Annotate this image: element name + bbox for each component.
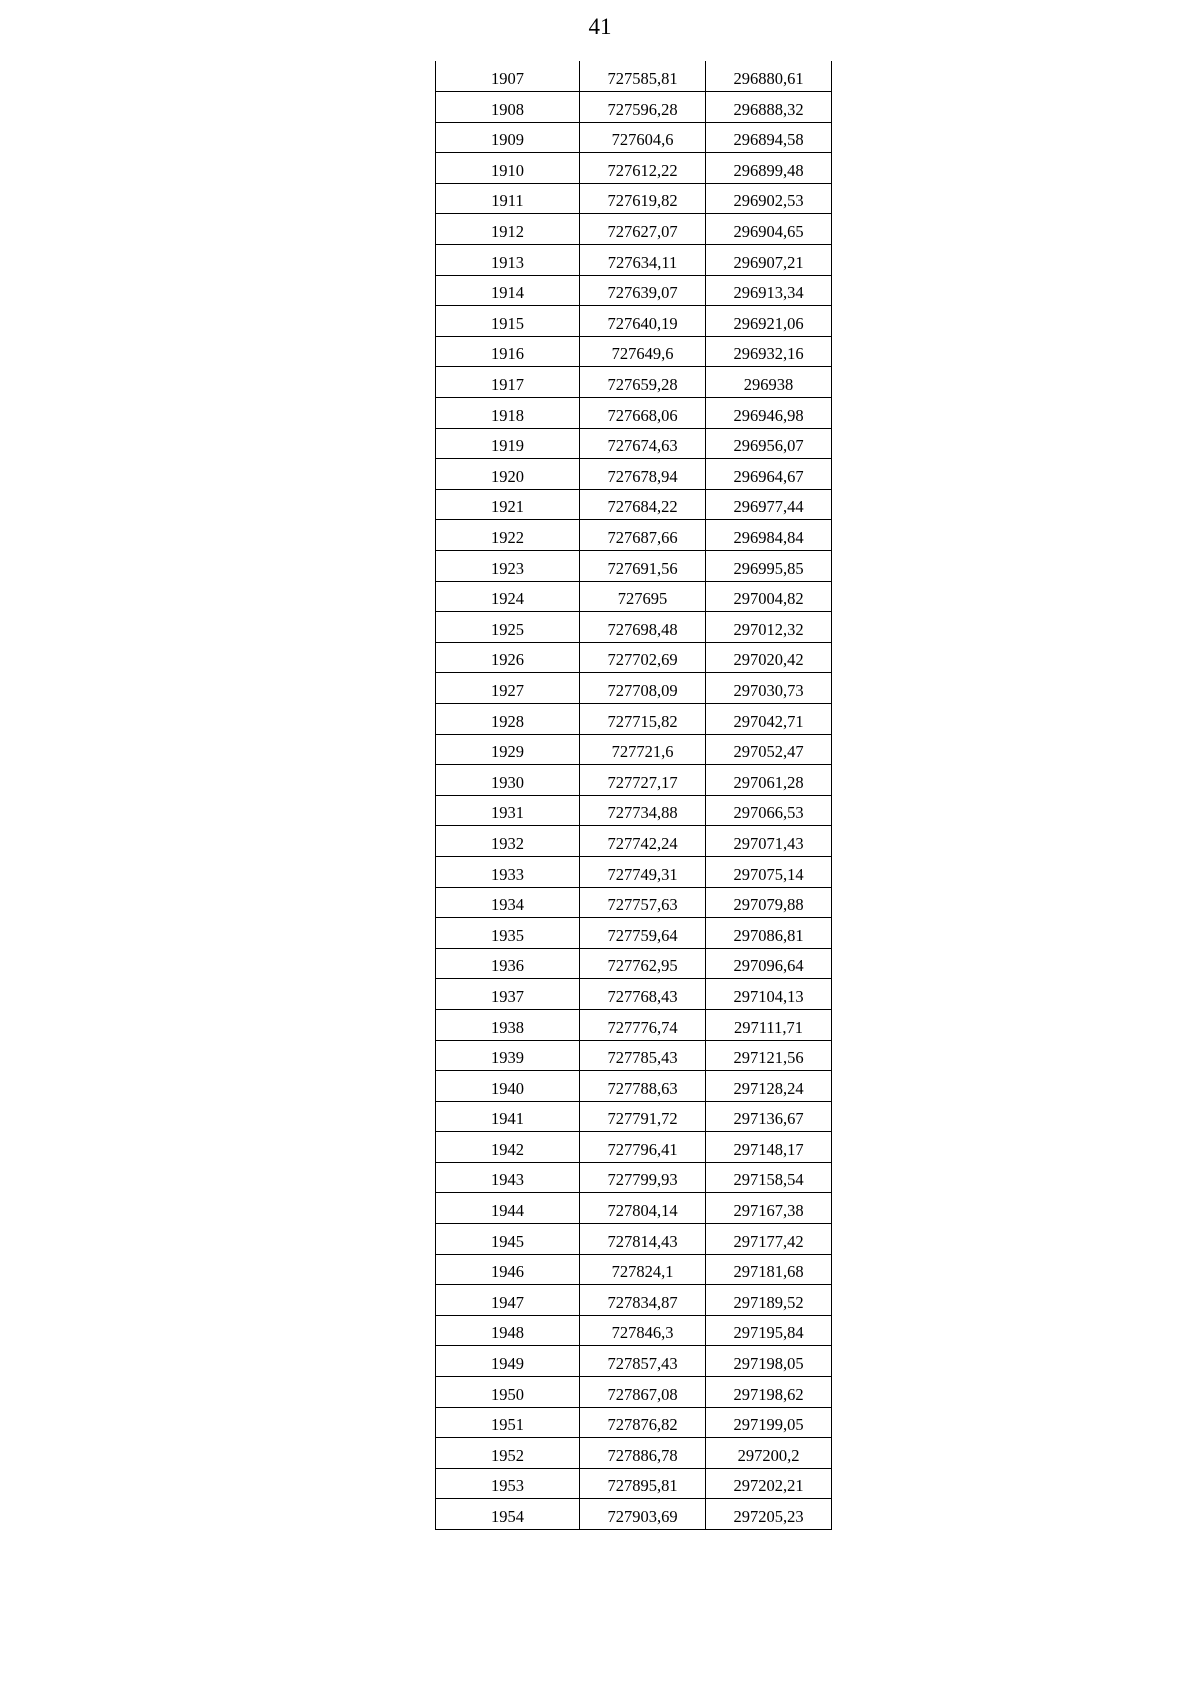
table-row — [436, 918, 832, 949]
point-number-cell: 1930 — [436, 765, 580, 796]
x-coordinate-cell: 727757,63 — [580, 887, 706, 918]
x-coordinate-cell: 727791,72 — [580, 1101, 706, 1132]
table-row — [436, 856, 832, 887]
y-coordinate-cell: 297177,42 — [706, 1224, 832, 1255]
x-coordinate-cell: 727749,31 — [580, 856, 706, 887]
point-number-cell: 1908 — [436, 92, 580, 123]
y-coordinate-cell: 297202,21 — [706, 1468, 832, 1499]
point-number-cell: 1919 — [436, 428, 580, 459]
x-coordinate-cell: 727903,69 — [580, 1499, 706, 1530]
table-row — [436, 673, 832, 704]
y-coordinate-cell: 297042,71 — [706, 703, 832, 734]
y-coordinate-cell: 296880,61 — [706, 61, 832, 92]
point-number-cell: 1950 — [436, 1377, 580, 1408]
x-coordinate-cell: 727596,28 — [580, 92, 706, 123]
x-coordinate-cell: 727804,14 — [580, 1193, 706, 1224]
y-coordinate-cell: 296902,53 — [706, 183, 832, 214]
x-coordinate-cell: 727604,6 — [580, 122, 706, 153]
point-number-cell: 1939 — [436, 1040, 580, 1071]
x-coordinate-cell: 727734,88 — [580, 795, 706, 826]
point-number-cell: 1929 — [436, 734, 580, 765]
y-coordinate-cell: 297199,05 — [706, 1407, 832, 1438]
x-coordinate-cell: 727708,09 — [580, 673, 706, 704]
table-row — [436, 1468, 832, 1499]
point-number-cell: 1923 — [436, 551, 580, 582]
x-coordinate-cell: 727759,64 — [580, 918, 706, 949]
y-coordinate-cell: 297066,53 — [706, 795, 832, 826]
x-coordinate-cell: 727634,11 — [580, 245, 706, 276]
point-number-cell: 1917 — [436, 367, 580, 398]
x-coordinate-cell: 727678,94 — [580, 459, 706, 490]
y-coordinate-cell: 297030,73 — [706, 673, 832, 704]
point-number-cell: 1942 — [436, 1132, 580, 1163]
point-number-cell: 1949 — [436, 1346, 580, 1377]
y-coordinate-cell: 297086,81 — [706, 918, 832, 949]
y-coordinate-cell: 297111,71 — [706, 1009, 832, 1040]
x-coordinate-cell: 727895,81 — [580, 1468, 706, 1499]
x-coordinate-cell: 727796,41 — [580, 1132, 706, 1163]
y-coordinate-cell: 297061,28 — [706, 765, 832, 796]
table-row — [436, 489, 832, 520]
x-coordinate-cell: 727727,17 — [580, 765, 706, 796]
table-row — [436, 183, 832, 214]
point-number-cell: 1924 — [436, 581, 580, 612]
y-coordinate-cell: 297198,62 — [706, 1377, 832, 1408]
table-row — [436, 826, 832, 857]
table-row — [436, 367, 832, 398]
y-coordinate-cell: 297205,23 — [706, 1499, 832, 1530]
point-number-cell: 1916 — [436, 336, 580, 367]
table-row — [436, 703, 832, 734]
point-number-cell: 1927 — [436, 673, 580, 704]
y-coordinate-cell: 296946,98 — [706, 398, 832, 429]
point-number-cell: 1928 — [436, 703, 580, 734]
table-row — [436, 1224, 832, 1255]
x-coordinate-cell: 727649,6 — [580, 336, 706, 367]
table-row — [436, 306, 832, 337]
point-number-cell: 1941 — [436, 1101, 580, 1132]
point-number-cell: 1931 — [436, 795, 580, 826]
y-coordinate-cell: 297195,84 — [706, 1315, 832, 1346]
table-row — [436, 1101, 832, 1132]
table-row — [436, 948, 832, 979]
x-coordinate-cell: 727659,28 — [580, 367, 706, 398]
y-coordinate-cell: 296932,16 — [706, 336, 832, 367]
point-number-cell: 1926 — [436, 642, 580, 673]
y-coordinate-cell: 296899,48 — [706, 153, 832, 184]
table-row — [436, 612, 832, 643]
x-coordinate-cell: 727867,08 — [580, 1377, 706, 1408]
point-number-cell: 1915 — [436, 306, 580, 337]
point-number-cell: 1933 — [436, 856, 580, 887]
table-row — [436, 1285, 832, 1316]
y-coordinate-cell: 297052,47 — [706, 734, 832, 765]
x-coordinate-cell: 727742,24 — [580, 826, 706, 857]
y-coordinate-cell: 297096,64 — [706, 948, 832, 979]
y-coordinate-cell: 297071,43 — [706, 826, 832, 857]
table-row — [436, 245, 832, 276]
table-row — [436, 1407, 832, 1438]
point-number-cell: 1935 — [436, 918, 580, 949]
y-coordinate-cell: 297104,13 — [706, 979, 832, 1010]
table-row — [436, 795, 832, 826]
x-coordinate-cell: 727640,19 — [580, 306, 706, 337]
y-coordinate-cell: 296964,67 — [706, 459, 832, 490]
point-number-cell: 1911 — [436, 183, 580, 214]
x-coordinate-cell: 727776,74 — [580, 1009, 706, 1040]
y-coordinate-cell: 296904,65 — [706, 214, 832, 245]
x-coordinate-cell: 727857,43 — [580, 1346, 706, 1377]
y-coordinate-cell: 297189,52 — [706, 1285, 832, 1316]
table-row — [436, 1315, 832, 1346]
table-row — [436, 122, 832, 153]
point-number-cell: 1913 — [436, 245, 580, 276]
x-coordinate-cell: 727619,82 — [580, 183, 706, 214]
point-number-cell: 1910 — [436, 153, 580, 184]
table-row — [436, 61, 832, 92]
y-coordinate-cell: 297167,38 — [706, 1193, 832, 1224]
table-row — [436, 428, 832, 459]
y-coordinate-cell: 296894,58 — [706, 122, 832, 153]
y-coordinate-cell: 296921,06 — [706, 306, 832, 337]
point-number-cell: 1951 — [436, 1407, 580, 1438]
y-coordinate-cell: 297128,24 — [706, 1071, 832, 1102]
table-row — [436, 459, 832, 490]
coordinates-table — [435, 61, 832, 1530]
point-number-cell: 1938 — [436, 1009, 580, 1040]
point-number-cell: 1948 — [436, 1315, 580, 1346]
x-coordinate-cell: 727785,43 — [580, 1040, 706, 1071]
table-row — [436, 1193, 832, 1224]
point-number-cell: 1946 — [436, 1254, 580, 1285]
x-coordinate-cell: 727814,43 — [580, 1224, 706, 1255]
point-number-cell: 1947 — [436, 1285, 580, 1316]
x-coordinate-cell: 727698,48 — [580, 612, 706, 643]
table-row — [436, 214, 832, 245]
x-coordinate-cell: 727824,1 — [580, 1254, 706, 1285]
point-number-cell: 1954 — [436, 1499, 580, 1530]
table-row — [436, 1254, 832, 1285]
table-row — [436, 1009, 832, 1040]
x-coordinate-cell: 727846,3 — [580, 1315, 706, 1346]
table-row — [436, 734, 832, 765]
point-number-cell: 1953 — [436, 1468, 580, 1499]
y-coordinate-cell: 296977,44 — [706, 489, 832, 520]
point-number-cell: 1922 — [436, 520, 580, 551]
x-coordinate-cell: 727876,82 — [580, 1407, 706, 1438]
y-coordinate-cell: 297121,56 — [706, 1040, 832, 1071]
y-coordinate-cell: 296956,07 — [706, 428, 832, 459]
y-coordinate-cell: 297075,14 — [706, 856, 832, 887]
table-row — [436, 979, 832, 1010]
table-row — [436, 642, 832, 673]
point-number-cell: 1914 — [436, 275, 580, 306]
x-coordinate-cell: 727585,81 — [580, 61, 706, 92]
page-number: 41 — [588, 14, 612, 39]
x-coordinate-cell: 727788,63 — [580, 1071, 706, 1102]
x-coordinate-cell: 727834,87 — [580, 1285, 706, 1316]
point-number-cell: 1937 — [436, 979, 580, 1010]
table-row — [436, 1040, 832, 1071]
x-coordinate-cell: 727627,07 — [580, 214, 706, 245]
y-coordinate-cell: 297148,17 — [706, 1132, 832, 1163]
x-coordinate-cell: 727695 — [580, 581, 706, 612]
x-coordinate-cell: 727674,63 — [580, 428, 706, 459]
x-coordinate-cell: 727691,56 — [580, 551, 706, 582]
x-coordinate-cell: 727639,07 — [580, 275, 706, 306]
y-coordinate-cell: 297079,88 — [706, 887, 832, 918]
coordinates-table-body — [436, 61, 832, 1530]
point-number-cell: 1932 — [436, 826, 580, 857]
point-number-cell: 1936 — [436, 948, 580, 979]
y-coordinate-cell: 296907,21 — [706, 245, 832, 276]
x-coordinate-cell: 727702,69 — [580, 642, 706, 673]
table-row — [436, 551, 832, 582]
x-coordinate-cell: 727684,22 — [580, 489, 706, 520]
point-number-cell: 1912 — [436, 214, 580, 245]
table-row — [436, 581, 832, 612]
x-coordinate-cell: 727668,06 — [580, 398, 706, 429]
y-coordinate-cell: 297198,05 — [706, 1346, 832, 1377]
y-coordinate-cell: 297200,2 — [706, 1438, 832, 1469]
x-coordinate-cell: 727721,6 — [580, 734, 706, 765]
table-row — [436, 398, 832, 429]
y-coordinate-cell: 297020,42 — [706, 642, 832, 673]
y-coordinate-cell: 296913,34 — [706, 275, 832, 306]
table-row — [436, 1132, 832, 1163]
table-row — [436, 1377, 832, 1408]
point-number-cell: 1944 — [436, 1193, 580, 1224]
table-row — [436, 765, 832, 796]
y-coordinate-cell: 296984,84 — [706, 520, 832, 551]
x-coordinate-cell: 727687,66 — [580, 520, 706, 551]
table-row — [436, 92, 832, 123]
y-coordinate-cell: 297158,54 — [706, 1162, 832, 1193]
x-coordinate-cell: 727762,95 — [580, 948, 706, 979]
table-row — [436, 1499, 832, 1530]
point-number-cell: 1940 — [436, 1071, 580, 1102]
table-row — [436, 1346, 832, 1377]
point-number-cell: 1921 — [436, 489, 580, 520]
table-row — [436, 1162, 832, 1193]
table-row — [436, 1438, 832, 1469]
point-number-cell: 1952 — [436, 1438, 580, 1469]
y-coordinate-cell: 296995,85 — [706, 551, 832, 582]
point-number-cell: 1943 — [436, 1162, 580, 1193]
point-number-cell: 1945 — [436, 1224, 580, 1255]
point-number-cell: 1907 — [436, 61, 580, 92]
y-coordinate-cell: 297136,67 — [706, 1101, 832, 1132]
y-coordinate-cell: 296938 — [706, 367, 832, 398]
point-number-cell: 1918 — [436, 398, 580, 429]
table-row — [436, 153, 832, 184]
table-row — [436, 275, 832, 306]
point-number-cell: 1909 — [436, 122, 580, 153]
x-coordinate-cell: 727612,22 — [580, 153, 706, 184]
point-number-cell: 1934 — [436, 887, 580, 918]
point-number-cell: 1920 — [436, 459, 580, 490]
table-row — [436, 887, 832, 918]
x-coordinate-cell: 727768,43 — [580, 979, 706, 1010]
point-number-cell: 1925 — [436, 612, 580, 643]
x-coordinate-cell: 727715,82 — [580, 703, 706, 734]
x-coordinate-cell: 727799,93 — [580, 1162, 706, 1193]
table-row — [436, 1071, 832, 1102]
y-coordinate-cell: 297004,82 — [706, 581, 832, 612]
y-coordinate-cell: 296888,32 — [706, 92, 832, 123]
table-row — [436, 336, 832, 367]
y-coordinate-cell: 297012,32 — [706, 612, 832, 643]
x-coordinate-cell: 727886,78 — [580, 1438, 706, 1469]
table-row — [436, 520, 832, 551]
y-coordinate-cell: 297181,68 — [706, 1254, 832, 1285]
